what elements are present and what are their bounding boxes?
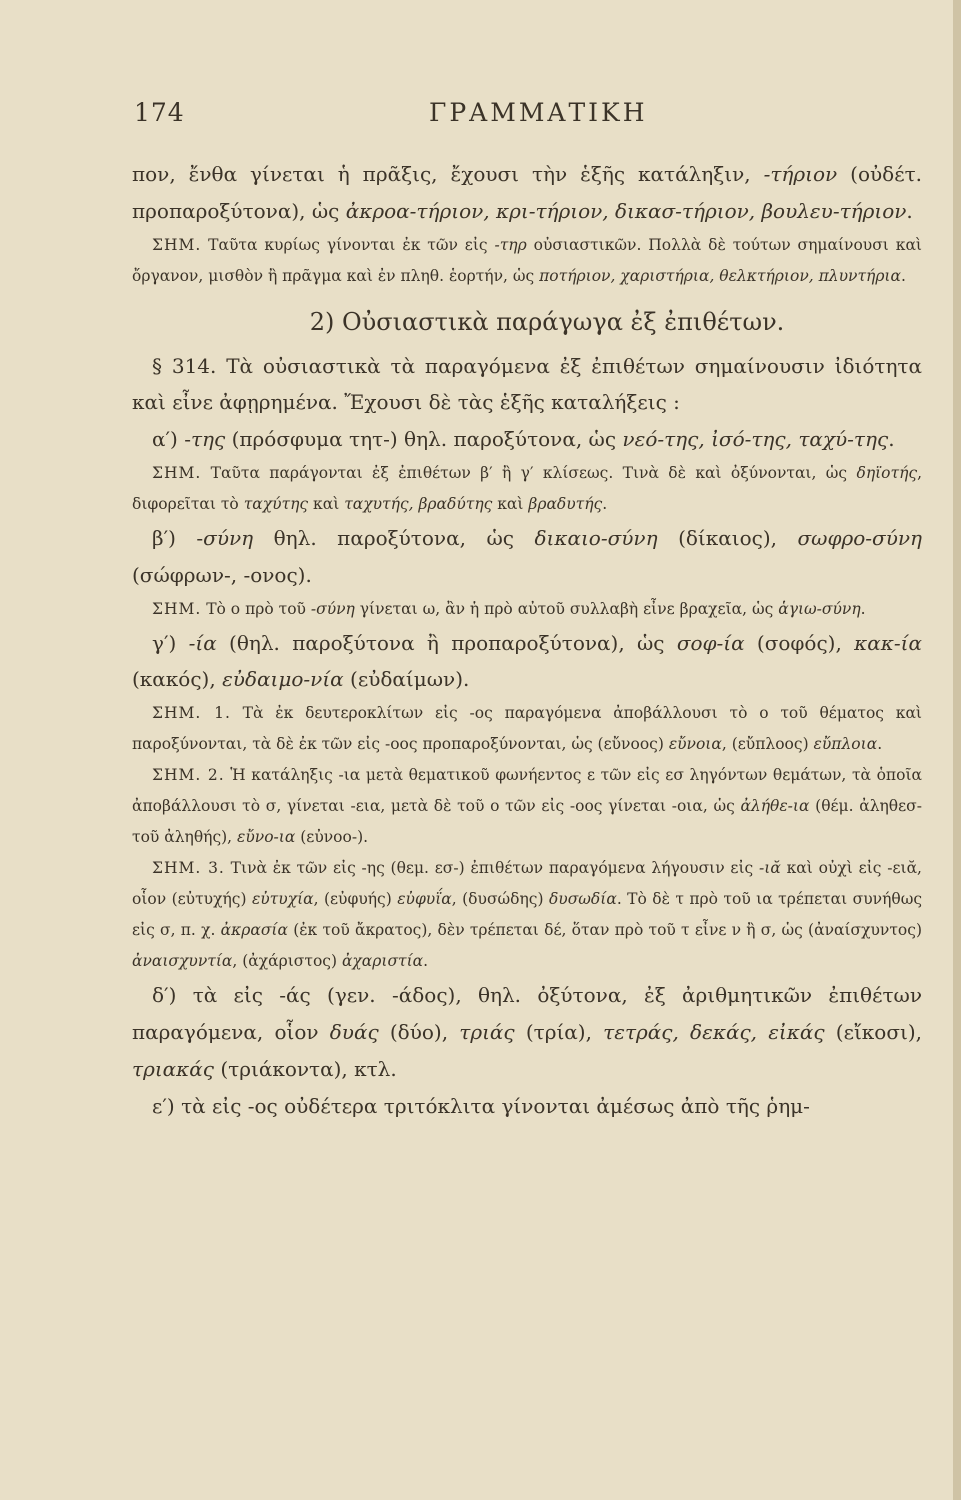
page-edge — [953, 0, 961, 1500]
text: (τριάκοντα), κτλ. — [214, 1056, 397, 1081]
italic-text: ταχυτής, βραδύτης — [344, 494, 493, 513]
text: (δύο), — [378, 1019, 460, 1044]
note-label: ΣΗΜ. 1. — [152, 704, 231, 723]
text: . — [906, 198, 913, 223]
text: (ἐκ τοῦ ἄκρατος), δὲν τρέπεται δέ, ὅταν πρὸ τοῦ τ εἶνε ν ἢ σ, ὡς (ἀναίσχυντος) — [287, 921, 922, 940]
italic-text: τριάς — [459, 1019, 515, 1044]
item-epsilon: ε′) τὰ εἰς -ος οὐδέτερα τριτόκλιτα γίνονται ἀμέσως ἀπὸ τῆς ῥημ- — [152, 1093, 810, 1118]
text: Τὰ ἐκ δευτεροκλίτων εἰς -ος παραγόμενα ἀποβάλλουσι τὸ ο τοῦ θέματος καὶ παροξύνονται, τὰ δὲ ἐκ τῶν εἰς -οος προπαροξύνονται, ὡς (εὔνοος) — [132, 704, 922, 754]
text: . — [900, 266, 906, 285]
text: (εἴκοσι), — [824, 1019, 922, 1044]
italic-text: δικαιο-σύνη — [534, 525, 658, 550]
italic-text: ἀχαριστία — [341, 952, 424, 971]
text: Ταῦτα κυρίως γίνονται ἐκ τῶν εἰς — [201, 235, 495, 254]
note-6 — [132, 853, 922, 977]
text: (εὐνοο-). — [295, 828, 369, 847]
italic-text: εὐφυΐα — [397, 890, 452, 909]
text: Τινὰ ἐκ τῶν εἰς -ης (θεμ. εσ-) ἐπιθέτων παραγόμενα λήγουσιν εἰς — [224, 859, 760, 878]
note-1 — [132, 230, 922, 292]
page-header — [134, 98, 834, 138]
note-3 — [132, 594, 922, 625]
text: θηλ. παροξύτονα, ὡς — [253, 525, 535, 550]
text: Ταῦτα παράγονται ἐξ ἐπιθέτων β′ ἢ γ′ κλίσεως. Τινὰ δὲ καὶ ὀξύνονται, ὡς — [201, 463, 857, 482]
italic-text: δηϊοτής — [856, 463, 918, 482]
text: . — [888, 427, 895, 452]
italic-text: ἀκρασία — [220, 921, 288, 940]
text: οὐσιαστικῶν. Πολλὰ δὲ τούτων σημαίνουσι καὶ ὄργανον, μισθὸν ἢ πρᾶγμα καὶ ἐν πληθ. ἑορτήν, ὡς — [132, 235, 922, 285]
text: (οὐδέτ. προπαροξύτονα), ὡς — [132, 162, 922, 223]
paragraph-314: § 314. Τὰ οὐσιαστικὰ τὰ παραγόμενα ἐξ ἐπιθέτων σημαίνουσιν ἰδιότητα καὶ εἶνε ἀφῃρημένα. Ἔχουσι δὲ τὰς ἑξῆς καταλήξεις : — [132, 353, 922, 415]
italic-text: τετράς, δεκάς, εἰκάς — [603, 1019, 825, 1044]
page-number: 174 — [134, 98, 185, 127]
italic-text: εὔπλοια — [813, 735, 878, 754]
text: Τὸ ο πρὸ τοῦ — [201, 599, 311, 618]
text: (θηλ. παροξύτονα ἢ προπαροξύτονα), ὡς — [216, 630, 677, 655]
text: , (εὐφυής) — [313, 890, 398, 909]
text: , διφορεῖται τὸ — [132, 463, 922, 513]
item-gamma — [132, 625, 922, 699]
italic-text: εὐτυχία — [251, 890, 314, 909]
text: Ἡ κατάληξις -ια μετὰ θεματικοῦ φωνήεντος ε τῶν εἰς εσ ληγόντων θεμάτων, τὰ ὁποῖα ἀποβάλλουσι τὸ σ, γίνεται -εια, μετὰ δὲ τοῦ ο τῶν εἰς -οος γίνεται -οια, ὡς — [132, 766, 922, 816]
text: . — [860, 599, 866, 618]
item-alpha — [132, 421, 922, 458]
italic-text: εὐδαιμο-νία — [222, 667, 344, 692]
note-2 — [132, 458, 922, 520]
italic-text: ἀλήθε-ια — [740, 797, 810, 816]
note-4 — [132, 698, 922, 760]
note-label: ΣΗΜ. — [152, 599, 202, 618]
italic-text: -ία — [188, 630, 217, 655]
text: (σοφός), — [744, 630, 855, 655]
text: β′) - — [152, 525, 204, 550]
italic-text: -τήριον — [763, 162, 838, 186]
note-5 — [132, 760, 922, 853]
section-heading: 2) Οὐσιαστικὰ παράγωγα ἐξ ἐπιθέτων. — [309, 307, 785, 336]
italic-text: ποτήριον, χαριστήρια, θελκτήριον, πλυντήρια — [539, 266, 901, 285]
text: πον, ἔνθα γίνεται ἡ πρᾶξις, ἔχουσι τὴν ἑξῆς κατάληξιν, — [132, 162, 764, 186]
note-label: ΣΗΜ. 3. — [152, 859, 225, 878]
text: γ′) — [152, 630, 189, 655]
text: δ′) τὰ εἰς -άς (γεν. -άδος), θηλ. ὀξύτονα, ἐξ ἀριθμητικῶν ἐπιθέτων παραγόμενα, οἷον — [132, 983, 922, 1044]
text: . — [877, 735, 883, 754]
text: , (ἀχάριστος) — [232, 952, 342, 971]
italic-text: -τηρ — [494, 235, 527, 254]
italic-text: -ιᾰ — [759, 859, 781, 878]
text: (θέμ. ἀληθεσ- τοῦ ἀληθής), — [132, 797, 922, 847]
text: (κακός), — [132, 667, 223, 692]
text: (πρόσφυμα τητ-) θηλ. παροξύτονα, ὡς — [225, 427, 623, 452]
italic-text: της — [190, 427, 226, 452]
italic-text: ταχύτης — [243, 494, 309, 513]
italic-text: κακ-ία — [854, 630, 922, 655]
item-beta — [132, 520, 922, 594]
italic-text: νεό-της, ἰσό-της, ταχύ-της — [622, 427, 889, 452]
italic-text: σωφρο-σύνη — [797, 525, 922, 550]
text: (εὐδαίμων). — [343, 667, 470, 692]
text: (τρία), — [514, 1019, 604, 1044]
italic-text: -σύνη — [310, 599, 355, 618]
italic-text: ἀναισχυντία — [132, 952, 233, 971]
text: καὶ — [492, 494, 529, 513]
italic-text: εὔνοια — [668, 735, 722, 754]
italic-text: δυσωδία — [548, 890, 617, 909]
text: , (δυσώδης) — [451, 890, 549, 909]
paragraph-continuation — [132, 156, 922, 230]
text: καὶ — [308, 494, 345, 513]
italic-text: εὔνο-ια — [237, 828, 296, 847]
italic-text: ἁγιω-σύνη — [778, 599, 861, 618]
text: γίνεται ω, ἂν ἡ πρὸ αὐτοῦ συλλαβὴ εἶνε βραχεῖα, ὡς — [354, 599, 779, 618]
italic-text: τριακάς — [132, 1056, 214, 1081]
italic-text: δυάς — [329, 1019, 379, 1044]
note-label: ΣΗΜ. — [152, 235, 202, 254]
italic-text: βραδυτής — [528, 494, 603, 513]
italic-text: σοφ-ία — [676, 630, 745, 655]
running-title: ΓΡΑΜΜΑΤΙΚΗ — [429, 98, 648, 127]
text: . — [423, 952, 429, 971]
text: α′) - — [152, 427, 191, 452]
item-delta — [132, 977, 922, 1087]
text: (σώφρων-, -ονος). — [132, 562, 312, 587]
text: , (εὔπλοος) — [721, 735, 814, 754]
note-label: ΣΗΜ. 2. — [152, 766, 225, 785]
text: . Τὸ δὲ τ πρὸ τοῦ ια τρέπεται συνήθως εἰς σ, π. χ. — [132, 890, 923, 940]
text: καὶ οὐχὶ εἰς -ειᾰ, οἷον (εὐτυχής) — [132, 859, 922, 909]
italic-text: σύνη — [203, 525, 254, 550]
text: . — [602, 494, 608, 513]
page-body — [132, 156, 922, 1124]
note-label: ΣΗΜ. — [152, 463, 202, 482]
text: (δίκαιος), — [657, 525, 798, 550]
italic-text: ἀκροα-τήριον, κρι-τήριον, δικασ-τήριον, βουλευ-τήριον — [345, 198, 907, 223]
